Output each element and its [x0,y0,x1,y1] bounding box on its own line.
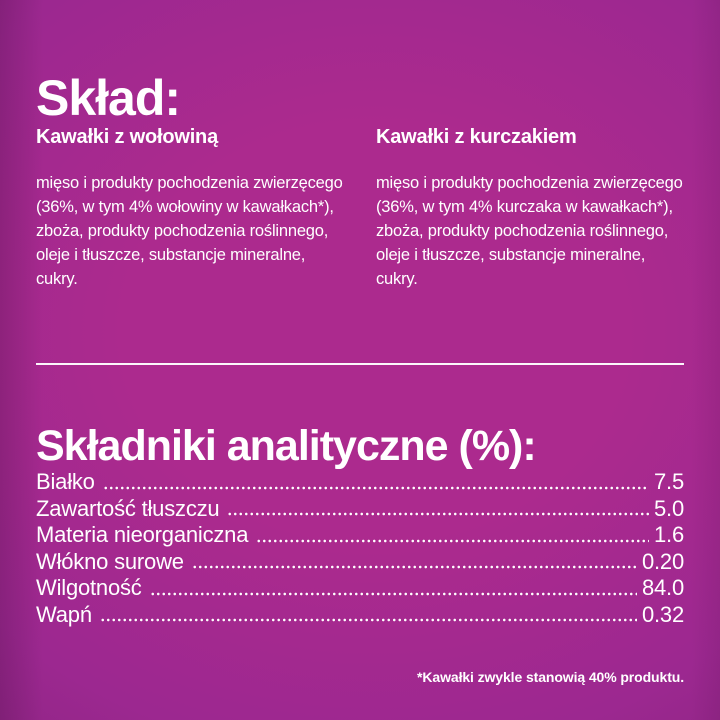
analytic-label: Włókno surowe [36,548,184,574]
table-row [36,549,684,576]
dot-leader [150,591,637,597]
table-row [36,575,684,602]
analytic-value: 84.0 [641,575,684,600]
dot-leader [100,617,637,623]
analytical-section-title: Składniki analityczne (%): [36,421,536,470]
ingredients-columns [36,126,688,291]
dot-leader [256,538,649,544]
analytic-value: 0.32 [641,601,684,627]
analytic-value: 0.20 [641,548,684,574]
variant-heading-beef: Kawałki z wołowiną [36,126,218,148]
analytic-value: 5.0 [654,495,684,521]
table-row [36,602,684,629]
ingredients-text-chicken: mięso i produkty pochodzenia zwierzęcego (36%, w tym 4% kurczaka w kawałkach*), zboża, produkty pochodzenia roślinnego, oleje i tłuszcze, substancje mineralne, cukry. [376,174,683,288]
analytic-label: Wapń [36,601,92,627]
page-title: Skład: [36,69,181,126]
ingredients-text-beef: mięso i produkty pochodzenia zwierzęcego (36%, w tym 4% wołowiny w kawałkach*), zboża, produkty pochodzenia roślinnego, oleje i tłuszcze, substancje mineralne, cukry. [36,174,343,288]
analytic-value: 1.6 [654,522,684,547]
footnote: *Kawałki zwykle stanowią 40% produktu. [417,669,684,685]
analytic-label: Wilgotność [36,575,142,600]
section-divider [36,363,684,365]
dot-leader [103,485,649,491]
table-row [36,469,684,496]
analytic-label: Białko [36,469,95,494]
dot-leader [227,511,649,517]
table-row [36,496,684,523]
dot-leader [192,564,637,570]
variant-heading-chicken: Kawałki z kurczakiem [376,126,577,148]
ingredients-column-chicken [376,126,688,291]
analytic-label: Zawartość tłuszczu [36,495,220,521]
analytic-label: Materia nieorganiczna [36,522,249,547]
ingredients-column-beef [36,126,348,291]
analytic-value: 7.5 [654,469,684,494]
analytical-table [36,469,684,628]
table-row [36,522,684,549]
